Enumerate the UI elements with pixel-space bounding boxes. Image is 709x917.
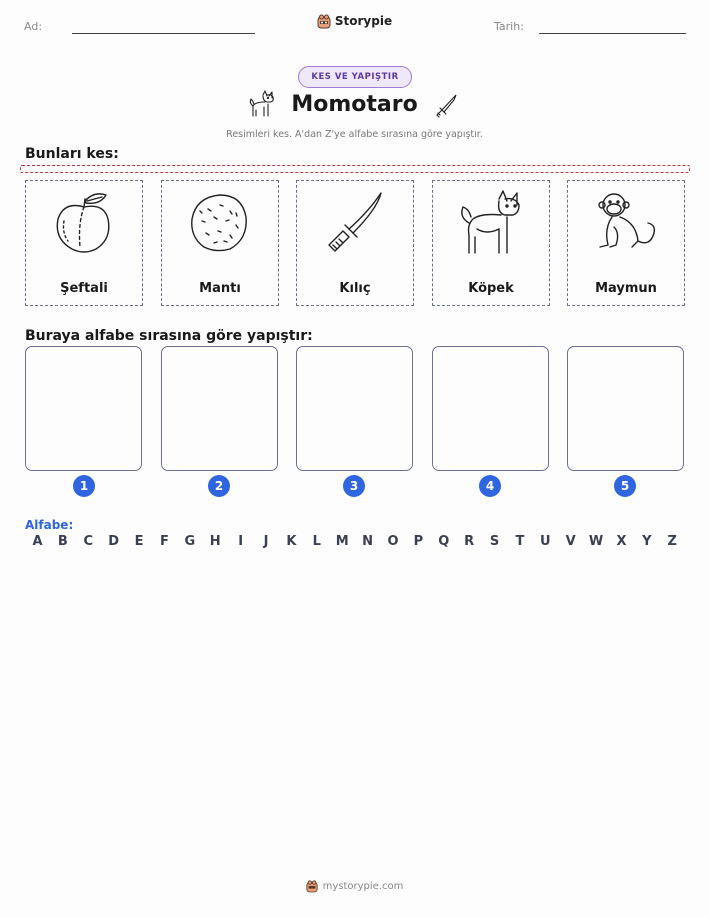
alphabet-letter: O xyxy=(387,534,399,549)
instructions-text: Resimleri kes. A'dan Z'ye alfabe sırasına göre yapıştır. xyxy=(226,129,483,140)
alphabet-letter: F xyxy=(160,534,169,549)
alphabet-letter: W xyxy=(588,534,604,549)
number-badge: 2 xyxy=(208,475,230,497)
alphabet-letter: D xyxy=(108,534,120,549)
alphabet-letter: Z xyxy=(667,534,677,549)
footer xyxy=(0,879,709,893)
date-line[interactable] xyxy=(539,33,686,34)
monkey-icon xyxy=(592,189,660,257)
alphabet-letter: P xyxy=(413,534,424,549)
brand-name: Storypie xyxy=(334,14,393,28)
alphabet-label: Alfabe: xyxy=(25,518,74,532)
dog-icon xyxy=(457,189,525,257)
activity-badge: KES VE YAPIŞTIR xyxy=(298,66,412,88)
page-title: Momotaro xyxy=(291,92,418,117)
paste-box-1[interactable] xyxy=(25,346,142,471)
alphabet-row xyxy=(25,534,685,549)
alphabet-letter: N xyxy=(362,534,374,549)
alphabet-letter: Q xyxy=(438,534,450,549)
alphabet-letter: L xyxy=(312,534,321,549)
alphabet-letter: Y xyxy=(642,534,652,549)
alphabet-letter: J xyxy=(263,534,269,549)
alphabet-letter: A xyxy=(32,534,43,549)
cut-card-monkey[interactable] xyxy=(567,180,685,306)
cut-card-peach[interactable] xyxy=(25,180,143,306)
number-badge: 1 xyxy=(73,475,95,497)
peach-icon xyxy=(50,189,118,257)
alphabet-letter: R xyxy=(464,534,475,549)
name-label: Ad: xyxy=(24,20,43,33)
sword-icon xyxy=(321,189,389,257)
dumpling-icon xyxy=(186,189,254,257)
paste-box-2[interactable] xyxy=(161,346,278,471)
cut-card-dumpling[interactable] xyxy=(161,180,279,306)
storypie-logo-icon xyxy=(306,879,318,893)
number-badge: 3 xyxy=(343,475,365,497)
cut-section-label: Bunları kes: xyxy=(25,146,119,162)
date-label: Tarih: xyxy=(494,20,524,33)
name-line[interactable] xyxy=(72,33,255,34)
alphabet-letter: X xyxy=(616,534,627,549)
alphabet-letter: V xyxy=(565,534,576,549)
storypie-logo-icon xyxy=(317,13,331,29)
number-badge: 5 xyxy=(614,475,636,497)
alphabet-letter: U xyxy=(540,534,551,549)
alphabet-letter: M xyxy=(335,534,349,549)
brand-logo xyxy=(0,13,709,29)
card-label: Kılıç xyxy=(339,281,371,296)
alphabet-letter: C xyxy=(83,534,94,549)
paste-box-5[interactable] xyxy=(567,346,684,471)
card-label: Köpek xyxy=(468,281,514,296)
alphabet-letter: K xyxy=(286,534,297,549)
number-badge: 4 xyxy=(479,475,501,497)
alphabet-letter: S xyxy=(489,534,500,549)
alphabet-letter: H xyxy=(209,534,221,549)
alphabet-letter: B xyxy=(57,534,68,549)
alphabet-letter: E xyxy=(134,534,144,549)
paste-box-3[interactable] xyxy=(296,346,413,471)
paste-section-label: Buraya alfabe sırasına göre yapıştır: xyxy=(25,328,313,344)
sword-icon xyxy=(434,92,460,118)
cut-card-sword[interactable] xyxy=(296,180,414,306)
alphabet-letter: I xyxy=(238,534,244,549)
paste-box-4[interactable] xyxy=(432,346,549,471)
cut-card-dog[interactable] xyxy=(432,180,550,306)
card-label: Maymun xyxy=(595,281,657,296)
alphabet-letter: T xyxy=(515,534,525,549)
card-label: Mantı xyxy=(199,281,241,296)
footer-site[interactable]: mystorypie.com xyxy=(322,880,404,892)
cut-line xyxy=(20,165,690,173)
alphabet-letter: G xyxy=(184,534,196,549)
card-label: Şeftali xyxy=(60,281,108,296)
